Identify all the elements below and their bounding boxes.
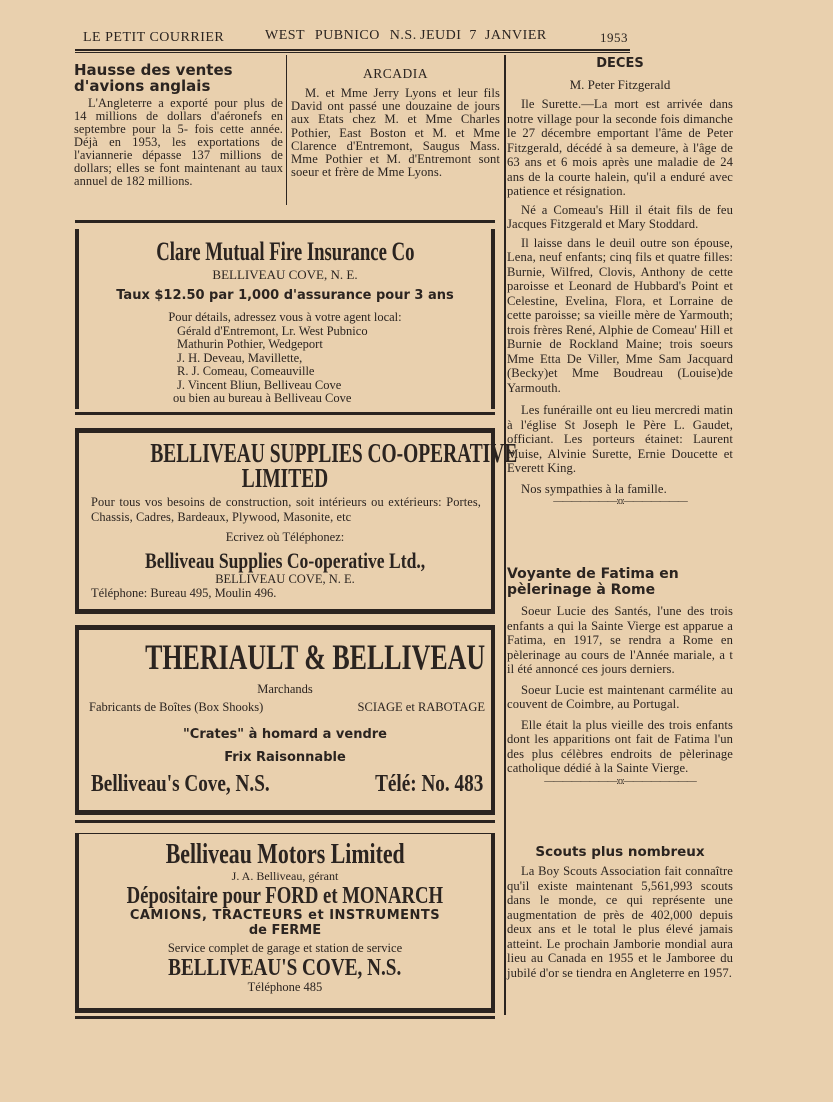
paragraph: Soeur Lucie est maintenant carmélite au couvent de Coimbre, au Portugal. [507, 682, 733, 711]
column-divider [504, 55, 506, 1015]
ad-products-2: de FERME [248, 923, 322, 938]
ad-title: Belliveau Motors Limited [165, 839, 405, 870]
separator: ————————:o:———————— [544, 775, 696, 787]
ad-belliveau-supplies [75, 428, 518, 614]
agent: Gérald d'Entremont, Lr. West Pubnico [177, 323, 368, 338]
ad-price: Frix Raisonnable [224, 750, 346, 765]
separator: ———————:o:——————— [553, 496, 687, 507]
ad-contact: Ecrivez où Téléphonez: [225, 530, 345, 544]
ad-phone: Télé: No. 483 [374, 771, 483, 797]
paragraph: Né a Comeau's Hill il était fils de feu Jacques Fitzgerald et Mary Stoddard. [507, 202, 733, 231]
ad-location: Belliveau's Cove, N.S. [91, 771, 270, 797]
section-rule [75, 412, 495, 415]
article-scouts [507, 844, 733, 980]
article-text: L'Angleterre a exporté pour plus de 14 millions de dollars d'aéronefs en septembre pour la 5- fois cette année. Déjà en 1953, les exportations de l'aviannerie dépasse 137 millions de dollars; elles se font maintenant au taux annuel de 182 millions. [74, 96, 283, 188]
article-text: La Boy Scouts Association fait connaître qu'il existe maintenant 5,561,993 scouts dans le monde, ce qui représente une augmentation de près de 402,000 depuis deux ans et le total le plus élevé jamais atteint. Le prochain Jamborie mondial aura lieu au Canada en 1955 et le Jamboree du jubilé d'or se tiendra en Angleterre en 1957. [507, 864, 733, 980]
agent-list [79, 325, 491, 406]
masthead-rule-2 [75, 52, 630, 53]
headline: Scouts plus nombreux [535, 844, 705, 860]
paragraph: Il laisse dans le deuil outre son épouse, Lena, neuf enfants; cinq fils et quatre filles: Burnie, Wilfred, Clovis, Anthony de cette paroisse et Leonard de Hubbard's Point et Celestine, Evelina, Flora, et Lorraine de cette paroisse; sa vieille mère de Yarmouth; trois frères René, Alphie de Comeau' Hill et Burnie de Rockland Maine; trois soeurs Mme Etta De Viller, Mme Sam Jacquard (Becky)et Mme Boudreau (Louise)de Yarmouth. [507, 235, 733, 395]
agent: Mathurin Pothier, Wedgeport [177, 337, 323, 351]
agent: ou bien au bureau à Belliveau Cove [173, 391, 352, 405]
ad-intro: Pour détails, adressez vous à votre agent local: [168, 310, 402, 324]
ad-theriault-belliveau [75, 625, 495, 815]
column-divider [286, 55, 287, 205]
article-avions [74, 62, 283, 188]
ad-name: Belliveau Supplies Co-operative Ltd., [144, 548, 426, 573]
ad-title: Clare Mutual Fire Insurance Co [155, 237, 415, 266]
place: WEST PUBNICO N.S. [265, 28, 417, 43]
ad-phone: Téléphone: Bureau 495, Moulin 496. [91, 586, 277, 600]
ad-belliveau-motors [75, 833, 495, 1013]
headline: ARCADIA [362, 66, 428, 81]
ad-location: BELLIVEAU'S COVE, N.S. [168, 955, 402, 981]
paragraph: Elle était la plus vieille des trois enfants dont les apparitions ont fait de Fatima l'un des plus célèbres endroits de pèlerinage catholique dédié à la Sainte Vierge. [507, 717, 733, 775]
subhead: M. Peter Fitzgerald [569, 77, 671, 92]
paragraph: Nos sympathies à la famille. [521, 481, 667, 496]
ad-manager: J. A. Belliveau, gérant [231, 869, 339, 883]
ad-text: Pour tous vos besoins de construction, soit intérieurs ou extérieurs: Portes, Chassis, Cadres, Bardeaux, Plywood, Masonite, etc [91, 495, 481, 524]
ad-location: BELLIVEAU COVE, N. E. [212, 267, 358, 282]
paragraph: Soeur Lucie des Santés, l'une des trois enfants a qui la Sainte Vierge est apparue a Fatima, en 1917, se rendra a Rome en pèlerinage au cours de l'Année mariale, a t il été annoncé ces jours derniers. [507, 604, 733, 676]
ad-title-2: LIMITED [241, 463, 329, 493]
section-rule [75, 820, 495, 823]
ad-sub: Marchands [257, 682, 313, 696]
paragraph: Ile Surette.—La mort est arrivée dans notre village pour la seconde fois dimanche le 27 décembre emportant l'âme de Peter Fitzgerald, décédé à sa demeure, à l'âge de 63 ans et 6 mois après une maladie de 24 ans de la courte halein, qu'il a enduré avec patience et résignation. [507, 97, 733, 198]
ad-clare-mutual [75, 229, 495, 409]
year: 1953 [600, 30, 628, 45]
paragraph: Les funéraille ont eu lieu mercredi matin à l'église St Joseph le Père L. Gaudet, officiant. Les porteurs étainet: Laurent Muise, Alvinie Surette, Ernie Doucette et Everett King. [507, 403, 733, 475]
ad-line: SCIAGE et RABOTAGE [357, 700, 485, 714]
ad-line: Fabricants de Boîtes (Box Shooks) [89, 700, 264, 714]
agent: R. J. Comeau, Comeauville [177, 364, 315, 378]
article-text: M. et Mme Jerry Lyons et leur fils David ont passé une douzaine de jours aux Etats chez M. et Mme Charles Pothier, East Boston et M. et Mme Clarence d'Entremont, Saugus Mass. Mme Pothier et M. d'Entremont sont soeur et frère de Mme Lyons. [291, 86, 500, 180]
headline: Hausse des ventes d'avions anglais [74, 61, 233, 95]
headline: DECES [596, 56, 644, 71]
ad-title: BELLIVEAU SUPPLIES CO-OPERATIVE [150, 438, 518, 468]
ad-products: CAMIONS, TRACTEURS et INSTRUMENTS [129, 908, 441, 923]
article-fatima [507, 566, 733, 787]
headline: Voyante de Fatima en pèlerinage à Rome [507, 566, 679, 598]
ad-dealer: Dépositaire pour FORD et MONARCH [126, 883, 444, 909]
ad-crates: "Crates" à homard a vendre [183, 727, 387, 742]
ad-phone: Téléphone 485 [247, 980, 323, 994]
agent: J. H. Deveau, Mavillette, [177, 350, 303, 365]
masthead [75, 30, 630, 48]
ad-service: Service complet de garage et station de service [167, 941, 403, 955]
section-rule [75, 220, 495, 223]
masthead-rule [75, 49, 630, 51]
ad-rate: Taux $12.50 par 1,000 d'assurance pour 3 ans [116, 288, 454, 303]
article-arcadia [291, 66, 500, 179]
ad-title: THERIAULT & BELLIVEAU [145, 637, 486, 677]
agent: J. Vincent Bliun, Belliveau Cove [177, 377, 342, 392]
paper-name: LE PETIT COURRIER [83, 30, 225, 45]
article-deces [507, 56, 733, 507]
date: JEUDI 7 JANVIER [420, 28, 547, 43]
ad-location: BELLIVEAU COVE, N. E. [215, 572, 355, 586]
section-rule [75, 1016, 495, 1019]
